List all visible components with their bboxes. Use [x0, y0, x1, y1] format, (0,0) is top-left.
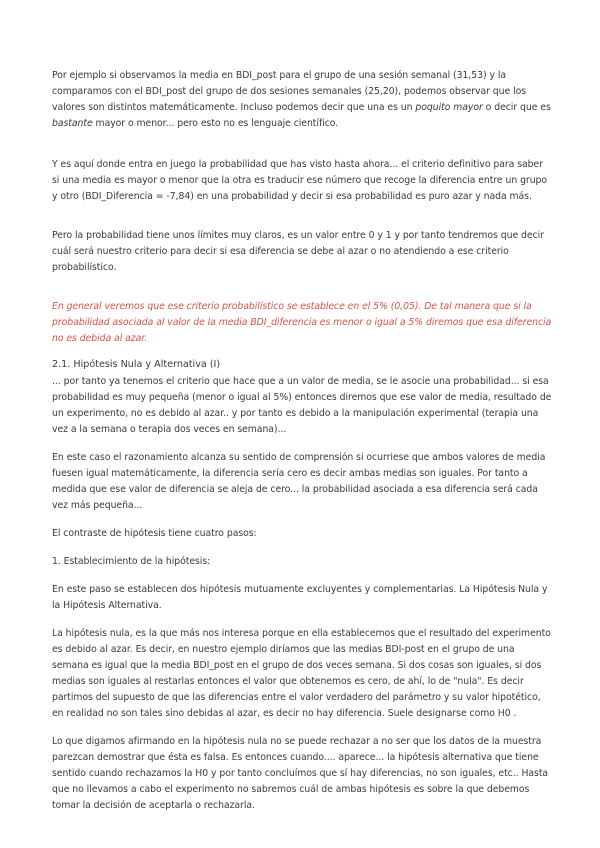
paragraph-reasoning: En este caso el razonamiento alcanza su sentido de comprensión si ocurriese que ambos valores de media fuesen igual matemáticamente, la diferencia sería cero es decir ambas medias son iguales. Por tanto a medida que ese valor de diferencia se aleja de cero... la probabilidad asociada a esa diferencia será cada vez más pequeña...	[52, 452, 546, 511]
paragraph-media-comparison	[52, 68, 552, 132]
paragraph-step-one: 1. Establecimiento de la hipótesis:	[52, 556, 211, 567]
emphasis-text: poquito mayor	[415, 102, 483, 113]
paragraph-significance-note: En general veremos que ese criterio probabilístico se establece en el 5% (0,05). De tal manera que si la probabilidad asociada al valor de la media BDI_diferencia es menor o igual a 5% diremos que esa diferencia no es debida al azar.	[52, 301, 552, 344]
paragraph-probability-criterion: Y es aquí donde entra en juego la probabilidad que has visto hasta ahora... el criterio definitivo para saber si una media es mayor o menor que la otra es traducir ese número que recoge la diferencia entre un grupo y otro (BDI_Diferencia = -7,84) en una probabilidad y decir si esa probabilidad es puro azar y nada más.	[52, 159, 548, 202]
paragraph-null-hypothesis: La hipótesis nula, es la que más nos interesa porque en ella establecemos que el resultado del experimento es debido al azar. Es decir, en nuestro ejemplo diríamos que las medias BDI-post en el grupo de una semana es igual que la media BDI_post en el grupo de dos veces semana. Si dos cosas son iguales, si dos medias son iguales al restarlas entonces el valor que obtenemos es cero, de ahí, lo de "nula". Es decir partimos del supuesto de que las diferencias entre el valor verdadero del parámetro y su valor hipotético, en realidad no son tales sino debidas al azar, es decir no hay diferencia. Suele designarse como H0 .	[52, 628, 551, 719]
paragraph-probability-limits: Pero la probabilidad tiene unos límites muy claros, es un valor entre 0 y 1 y por tanto tendremos que decir cuál será nuestro criterio para decir si esa diferencia se debe al azar o no atendiendo a ese criterio probabilístico.	[52, 230, 544, 273]
section-heading: 2.1. Hipótesis Nula y Alternativa (I)	[52, 359, 221, 370]
paragraph-two-hypotheses: En este paso se establecen dos hipótesis mutuamente excluyentes y complementarias. La Hipótesis Nula y la Hipótesis Alternativa.	[52, 584, 548, 611]
paragraph-four-steps: El contraste de hipótesis tiene cuatro pasos:	[52, 528, 257, 539]
emphasis-text: bastante	[52, 118, 93, 129]
paragraph-criterion-recap: ... por tanto ya tenemos el criterio que hace que a un valor de media, se le asocie una probabilidad... si esa probabilidad es muy pequeña (menor o igual al 5%) entonces diremos que ese valor de media, resultado de un experimento, no es debido al azar.. y por tanto es debido a la manipulación experimental (terapia una vez a la semana o terapia dos veces en semana)...	[52, 376, 552, 435]
paragraph-text: mayor o menor... pero esto no es lenguaje científico.	[92, 118, 339, 129]
paragraph-text: Por ejemplo si observamos la media en BDI_post para el grupo de una sesión semanal (31,53) y la comparamos con el BDI_post del grupo de dos sesiones semanales (25,20), podemos observar que los valores son distintos matemáticamente. Incluso podemos decir que una es un	[52, 70, 527, 113]
paragraph-text: o decir que es	[482, 102, 551, 113]
paragraph-alternative-hypothesis: Lo que digamos afirmando en la hipótesis nula no se puede rechazar a no ser que los datos de la muestra parezcan demostrar que ésta es falsa. Es entonces cuando.... aparece... la hipótesis alternativa que tiene sentido cuando rechazamos la H0 y por tanto concluímos que sí hay diferencias, no son iguales, etc.. Hasta que no llevamos a cabo el experimento no sabremos cuál de ambas hipótesis es sobre la que debemos tomar la decisión de aceptarla o rechazarla.	[52, 736, 549, 811]
document-body	[52, 68, 552, 814]
